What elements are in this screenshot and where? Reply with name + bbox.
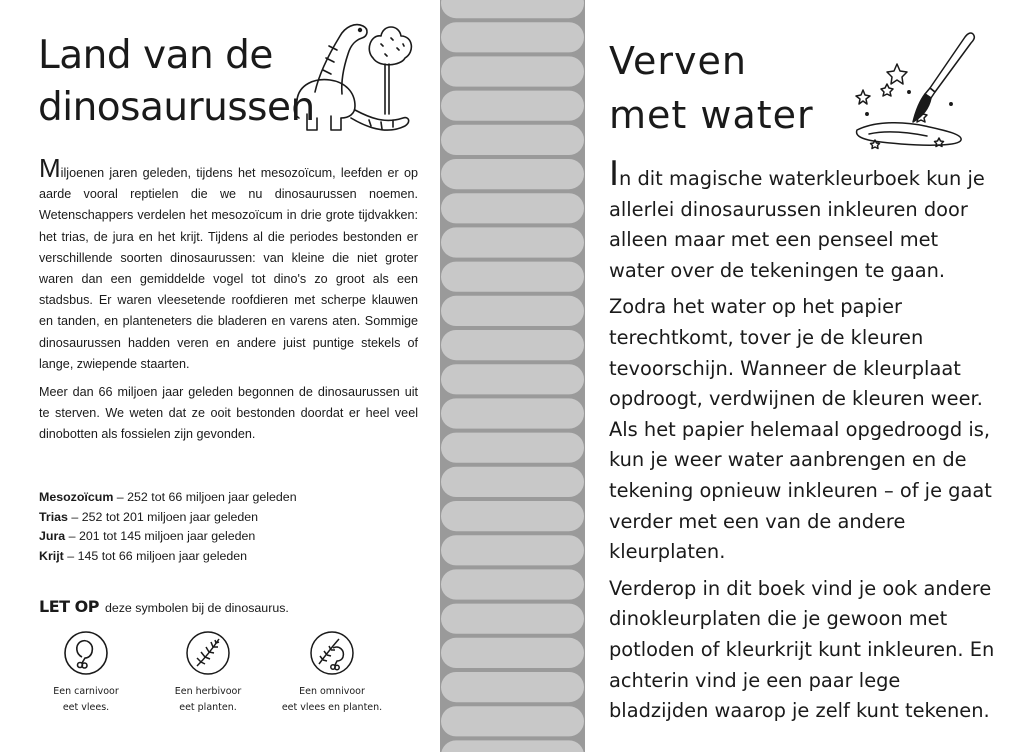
period-row: [39, 488, 419, 508]
paintbrush-stars-icon: [847, 30, 977, 155]
period-name: Mesozoïcum: [39, 490, 114, 504]
note-text: deze symbolen bij de dinosaurus.: [104, 601, 289, 615]
paragraph-3: Verderop in dit boek vind je ook andere dinokleurplaten die je gewoon met potloden of kleurkrijt kunt inkleuren. En achterin vind je een paar lege bladzijden waarop je zelf kunt tekenen.: [609, 576, 995, 723]
symbol-label-line2: eet vlees.: [62, 702, 110, 713]
left-page: [0, 0, 440, 752]
binding-ring: [441, 159, 584, 189]
binding-ring: [441, 193, 584, 223]
note-heading: LET OP: [39, 597, 99, 616]
binding-ring: [441, 227, 584, 257]
period-list: [39, 488, 419, 566]
binding-ring: [441, 296, 584, 326]
diet-symbols: [26, 630, 406, 730]
symbol-label-line2: eet vlees en planten.: [281, 702, 383, 713]
binding-rings: [440, 0, 585, 752]
meat-and-leaf-icon: [309, 630, 355, 676]
title-line-1: Land van de: [38, 33, 273, 78]
drop-cap: I: [609, 154, 620, 194]
binding-ring: [441, 125, 584, 155]
binding-ring: [441, 535, 584, 565]
dinosaur-illustration-icon: [285, 14, 420, 139]
omnivore-symbol: [272, 630, 392, 716]
title-line-2: met water: [609, 93, 814, 137]
spiral-binding: [440, 0, 585, 752]
intro-paragraph-text: iljoenen jaren geleden, tijdens het mesozoïcum, leefden er op aarde vooral reptielen die we nu dinosaurussen noemen. Wetenschappers verdelen het mesozoïcum in drie grote tijdvakken: het trias, de jura en het krijt. Tijdens al die periodes bestonden er verschillende soorten dinosaurussen: van kleine die niet groter waren dan een gemiddelde vogel tot dino's zo groot als een stadsbus. Er waren vleesetende roofdieren met scherpe klauwen en tanden, en planteneters die bladeren en varens aten. Sommige dinosaurussen hadden veren en andere juist puntige stekels of lange, zwiepende staarten.: [39, 166, 418, 371]
binding-ring: [441, 262, 584, 292]
period-row: [39, 508, 419, 528]
binding-ring: [441, 0, 584, 18]
paragraph-1: [609, 154, 999, 286]
period-name: Krijt: [39, 548, 64, 563]
paragraph-2: Zodra het water op het papier terechtkomt, tover je de kleuren tevoorschijn. Wanneer de kleurplaat opdroogt, verdwijnen de kleuren weer. Als het papier helemaal opgedroogd is, kun je weer water aanbrengen en de tekening opnieuw inkleuren – of je gaat verder met een van de andere kleurplaten.: [609, 295, 992, 564]
title-line-2: dinosaurussen: [38, 85, 315, 130]
drop-cap: M: [39, 153, 61, 183]
extinction-paragraph: Meer dan 66 miljoen jaar geleden begonnen de dinosaurussen uit te sterven. We weten dat ze ooit bestonden doordat er heel veel dinobotten als fossielen zijn gevonden.: [39, 385, 418, 442]
title-line-1: Verven: [609, 39, 747, 83]
period-name: Jura: [39, 529, 66, 544]
period-range: – 145 tot 66 miljoen jaar geleden: [63, 548, 248, 563]
period-name: Trias: [39, 509, 68, 524]
symbol-label-line1: Een carnivoor: [53, 686, 119, 697]
intro-paragraph: [39, 153, 418, 375]
water-painting-text: [609, 154, 999, 733]
binding-ring: [441, 638, 584, 668]
symbol-label-line1: Een herbivoor: [174, 686, 242, 697]
page-title-water-painting: [609, 34, 814, 142]
binding-ring: [441, 706, 584, 736]
period-row: [39, 547, 419, 567]
period-range: – 252 tot 66 miljoen jaar geleden: [113, 490, 297, 504]
binding-ring: [441, 433, 584, 463]
intro-text: [39, 153, 418, 453]
page-title-dinosaurs: [38, 30, 315, 134]
period-row: [39, 527, 419, 547]
symbol-label-line1: Een omnivoor: [299, 686, 365, 697]
paragraph-1-text: n dit magische waterkleurboek kun je allerlei dinosaurussen inkleuren door alleen maar met een penseel met water over de tekeningen te gaan.: [609, 167, 985, 282]
period-range: – 252 tot 201 miljoen jaar geleden: [67, 509, 259, 524]
symbol-note: [39, 597, 289, 616]
binding-ring: [441, 569, 584, 599]
binding-ring: [441, 740, 584, 752]
herbivore-symbol: [148, 630, 268, 716]
binding-ring: [441, 91, 584, 121]
fern-leaf-icon: [185, 630, 231, 676]
symbol-label-line2: eet planten.: [179, 702, 237, 713]
binding-ring: [441, 398, 584, 428]
binding-ring: [441, 56, 584, 86]
meat-leg-icon: [63, 630, 109, 676]
binding-ring: [441, 364, 584, 394]
binding-ring: [441, 672, 584, 702]
binding-ring: [441, 330, 584, 360]
right-page: [585, 0, 1024, 752]
binding-ring: [441, 22, 584, 52]
carnivore-symbol: [26, 630, 146, 716]
binding-ring: [441, 501, 584, 531]
binding-ring: [441, 467, 584, 497]
period-range: – 201 tot 145 miljoen jaar geleden: [65, 529, 256, 544]
binding-ring: [441, 604, 584, 634]
